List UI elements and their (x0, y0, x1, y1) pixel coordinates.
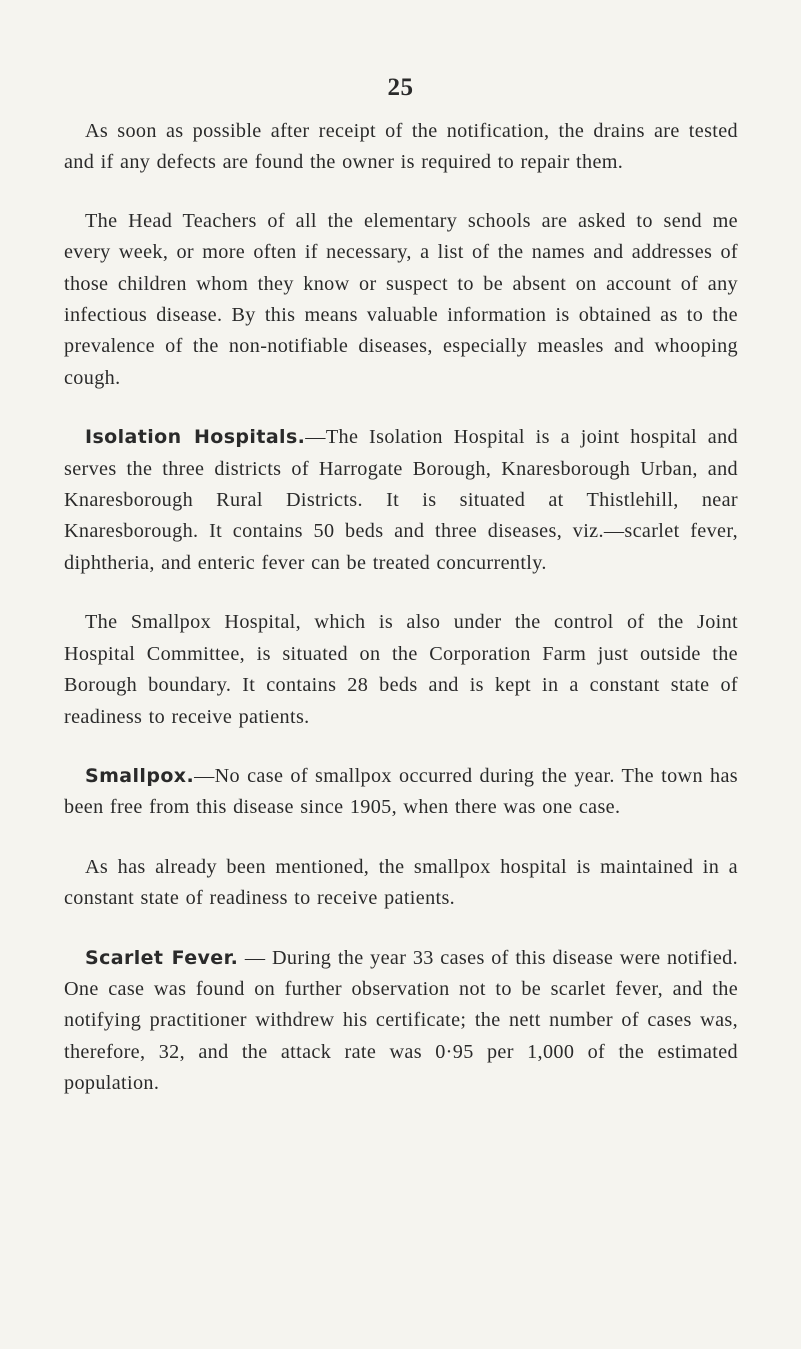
section-heading-scarlet-fever: Scarlet Fever. (85, 946, 239, 969)
paragraph-text: As has already been mentioned, the smallpox hospital is maintained in a constant state of readiness to receive patients. (64, 855, 738, 910)
paragraph-smallpox-hospital (64, 607, 738, 733)
paragraph-scarlet-fever (64, 943, 738, 1100)
paragraph-drains (64, 116, 738, 179)
page-number: 25 (387, 74, 414, 101)
paragraph-smallpox (64, 761, 738, 824)
paragraph-head-teachers (64, 206, 738, 394)
paragraph-text: —No case of smallpox occurred during the year. The town has been free from this disease since 1905, when there was one case. (64, 764, 738, 819)
paragraph-text: The Smallpox Hospital, which is also under the control of the Joint Hospital Committee, is situated on the Corporation Farm just outside the Borough boundary. It contains 28 beds and is kept in a constant state of readiness to receive patients. (64, 611, 738, 728)
page-body (64, 116, 738, 1128)
paragraph-text: — During the year 33 cases of this disease were notified. One case was found on further observation not to be scarlet fever, and the notifying practitioner withdrew his certificate; the nett number of cases was, therefore, 32, and the attack rate was 0·95 per 1,000 of the estimated population. (64, 946, 738, 1095)
paragraph-isolation-hospitals (64, 422, 738, 579)
paragraph-smallpox-readiness (64, 852, 738, 915)
section-heading-smallpox: Smallpox. (85, 764, 195, 787)
paragraph-text: As soon as possible after receipt of the notification, the drains are tested and if any defects are found the owner is required to repair them. (64, 120, 738, 174)
paragraph-text: The Head Teachers of all the elementary schools are asked to send me every week, or more often if necessary, a list of the names and addresses of those children whom they know or suspect to be absent on account of any infectious disease. By this means valuable information is obtained as to the prevalence of the non-notifiable diseases, especially measles and whooping cough. (64, 209, 738, 389)
paragraph-text: —The Isolation Hospital is a joint hospital and serves the three districts of Harrogate Borough, Knaresborough Urban, and Knaresborough Rural Districts. It is situated at Thistlehill, near Knaresborough. It contains 50 beds and three diseases, viz.—scarlet fever, diphtheria, and enteric fever can be treated concurrently. (64, 426, 738, 574)
section-heading-isolation-hospitals: Isolation Hospitals. (85, 426, 306, 449)
